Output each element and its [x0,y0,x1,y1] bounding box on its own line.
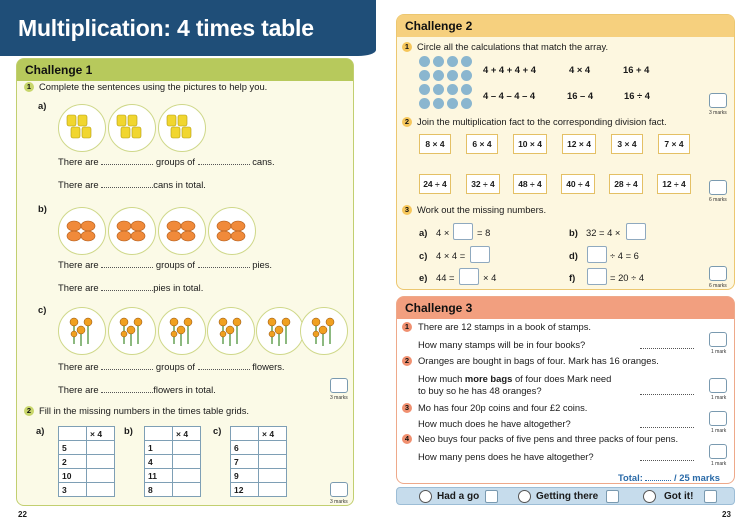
question-text: How much does he have altogether? [418,418,571,429]
pies-group-picture [208,207,256,255]
division-fact[interactable]: 32 ÷ 4 [466,174,500,194]
marks-label: 3 marks [330,395,348,401]
page-number-right: 23 [722,510,731,519]
part-label: b) [38,203,47,214]
marks-checkbox[interactable] [709,180,727,195]
had-a-go-label: Had a go [437,491,480,502]
sentence-groups-flowers: There are groups of flowers. [58,361,285,372]
multiplication-fact[interactable]: 8 × 4 [419,134,451,154]
cans-group-picture [58,104,106,152]
got-it-checkbox[interactable] [704,490,717,503]
getting-there-checkbox[interactable] [606,490,619,503]
question-number: 2 [402,356,412,366]
part-label: d) [569,250,578,261]
division-fact[interactable]: 24 ÷ 4 [419,174,451,194]
question-number: 1 [402,322,412,332]
part-label: b) [569,227,578,238]
part-label: a) [38,100,47,111]
calculation-option[interactable]: 16 – 4 [567,90,594,101]
page-number-left: 22 [18,510,27,519]
division-fact[interactable]: 12 ÷ 4 [657,174,691,194]
question-text: Mo has four 20p coins and four £2 coins. [418,402,588,413]
question-text: Circle all the calculations that match the array. [417,41,609,52]
missing-number-input[interactable] [453,223,473,240]
multiplication-fact[interactable]: 6 × 4 [466,134,498,154]
cans-group-picture [158,104,206,152]
page-title: Multiplication: 4 times table [0,0,376,56]
total-score: Total: / 25 marks [618,472,720,483]
had-a-go-checkbox[interactable] [485,490,498,503]
challenge-1-header: Challenge 1 [17,59,353,81]
answer-blank[interactable] [198,157,250,165]
dot-array [419,56,472,109]
marks-label: 1 mark [711,428,727,434]
calculation-option[interactable]: 4 + 4 + 4 + 4 [483,64,536,75]
question-text: Work out the missing numbers. [417,204,547,215]
question-text: How much more bags of four does Mark need [418,373,612,384]
pies-group-picture [158,207,206,255]
marks-checkbox[interactable] [709,378,727,393]
sentence-total-cans: There are cans in total. [58,179,206,190]
answer-blank[interactable] [101,283,153,291]
equation-text: = 8 [477,227,491,238]
grid-answer-cell[interactable] [87,455,115,469]
division-fact[interactable]: 28 ÷ 4 [609,174,643,194]
marks-checkbox[interactable] [709,332,727,347]
smiley-face-icon [518,490,531,503]
marks-label: 1 mark [711,461,727,467]
calculation-option[interactable]: 4 – 4 – 4 – 4 [483,90,536,101]
pies-group-picture [58,207,106,255]
equation-text: 32 = 4 × [586,227,621,238]
missing-number-input[interactable] [587,246,607,263]
multiplication-fact[interactable]: 3 × 4 [611,134,643,154]
missing-number-input[interactable] [587,268,607,285]
missing-number-input[interactable] [470,246,490,263]
marks-label: 1 mark [711,349,727,355]
times-table-grid-b: × 4 1 4 11 8 [144,426,201,497]
answer-blank[interactable] [198,362,250,370]
missing-number-input[interactable] [459,268,479,285]
answer-blank[interactable] [101,157,153,165]
calculation-option[interactable]: 16 ÷ 4 [624,90,650,101]
answer-blank[interactable] [101,260,153,268]
calculation-option[interactable]: 4 × 4 [569,64,591,75]
flowers-group-picture [158,307,206,355]
question-number: 3 [402,205,412,215]
marks-label: 6 marks [709,283,727,289]
calculation-option[interactable]: 16 + 4 [623,64,650,75]
division-fact[interactable]: 48 ÷ 4 [513,174,547,194]
marks-label: 3 marks [330,499,348,505]
question-number: 4 [402,434,412,444]
marks-checkbox[interactable] [709,444,727,459]
challenge-3-header: Challenge 3 [397,297,734,319]
flowers-group-picture [256,307,304,355]
question-number: 2 [402,117,412,127]
equation-text: ÷ 4 = 6 [610,250,639,261]
answer-line[interactable] [640,348,694,349]
challenge-2-header: Challenge 2 [397,15,734,37]
marks-label: 3 marks [709,110,727,116]
question-text: How many pens does he have altogether? [418,451,594,462]
question-text: Join the multiplication fact to the corresponding division fact. [417,116,667,127]
question-number: 1 [402,42,412,52]
question-number: 3 [402,403,412,413]
sentence-groups-cans: There are groups of cans. [58,156,275,167]
part-label: c) [38,304,47,315]
answer-line[interactable] [640,394,694,395]
flowers-group-picture [108,307,156,355]
answer-blank[interactable] [198,260,250,268]
grid-answer-cell[interactable] [259,483,287,497]
cans-group-picture [108,104,156,152]
smiley-face-icon [643,490,656,503]
marks-checkbox[interactable] [709,411,727,426]
answer-blank[interactable] [101,385,153,393]
division-fact[interactable]: 40 ÷ 4 [561,174,595,194]
equation-text: 4 × 4 = [436,250,466,261]
question-text: How many stamps will be in four books? [418,339,586,350]
times-table-grid-a: × 4 5 2 10 3 [58,426,115,497]
total-input[interactable] [645,473,671,481]
multiplication-fact[interactable]: 10 × 4 [513,134,547,154]
grid-answer-cell[interactable] [173,483,201,497]
sentence-groups-pies: There are groups of pies. [58,259,272,270]
answer-blank[interactable] [101,362,153,370]
answer-line[interactable] [640,460,694,461]
smiley-face-icon [419,490,432,503]
multiplication-fact[interactable]: 12 × 4 [562,134,596,154]
marks-label: 1 mark [711,395,727,401]
part-label: c) [419,250,428,261]
part-label: c) [213,425,222,436]
missing-number-input[interactable] [626,223,646,240]
answer-blank[interactable] [101,180,153,188]
sentence-total-pies: There are pies in total. [58,282,204,293]
times-table-grid-c: × 4 6 7 9 12 [230,426,287,497]
question-number: 1 [24,82,34,92]
question-text: Oranges are bought in bags of four. Mark has 16 oranges. [418,355,659,366]
part-label: a) [36,425,45,436]
equation-text: 44 = [436,272,455,283]
grid-answer-cell[interactable] [87,469,115,483]
multiplication-fact[interactable]: 7 × 4 [658,134,690,154]
equation-text: × 4 [483,272,497,283]
grid-answer-cell[interactable] [259,441,287,455]
equation-text: 4 × [436,227,450,238]
question-text: There are 12 stamps in a book of stamps. [418,321,592,332]
grid-answer-cell[interactable] [173,469,201,483]
question-text: Complete the sentences using the pictures to help you. [39,81,268,92]
got-it-label: Got it! [664,491,694,502]
marks-label: 6 marks [709,197,727,203]
marks-checkbox[interactable] [709,266,727,281]
part-label: f) [569,272,576,283]
equation-text: = 20 ÷ 4 [610,272,645,283]
marks-checkbox[interactable] [330,378,348,393]
answer-line[interactable] [640,427,694,428]
grid-answer-cell[interactable] [173,455,201,469]
part-label: e) [419,272,428,283]
question-number: 2 [24,406,34,416]
grid-answer-cell[interactable] [173,441,201,455]
grid-answer-cell[interactable] [259,469,287,483]
self-assessment-bar [396,487,735,505]
grid-answer-cell[interactable] [87,441,115,455]
part-label: b) [124,425,133,436]
flowers-group-picture [58,307,106,355]
question-text: Neo buys four packs of five pens and three packs of four pens. [418,433,679,444]
getting-there-label: Getting there [536,491,599,502]
marks-checkbox[interactable] [330,482,348,497]
flowers-group-picture [207,307,255,355]
pies-group-picture [108,207,156,255]
sentence-total-flowers: There are flowers in total. [58,384,216,395]
part-label: a) [419,227,428,238]
marks-checkbox[interactable] [709,93,727,108]
grid-answer-cell[interactable] [259,455,287,469]
question-text: Fill in the missing numbers in the times table grids. [39,405,249,416]
flowers-group-picture [300,307,348,355]
question-text: to buy so he has 48 oranges? [418,385,542,396]
grid-answer-cell[interactable] [87,483,115,497]
